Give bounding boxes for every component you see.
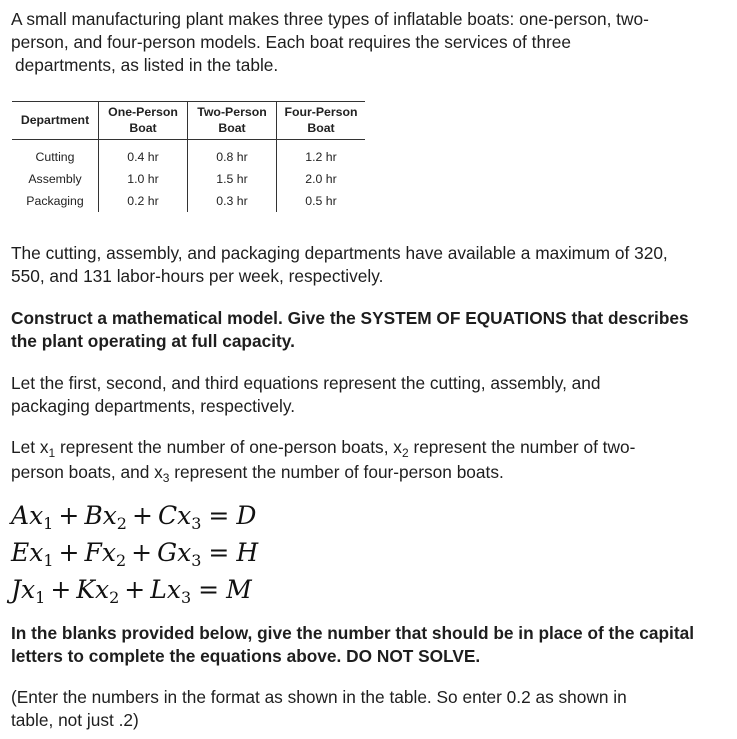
variables-text: represent the number of one-person boats, x — [55, 437, 402, 457]
cell-four-person: 2.0 hr — [277, 168, 366, 190]
blanks-line-2: letters to complete the equations above. DO NOT SOLVE. — [11, 646, 481, 666]
cell-four-person: 0.5 hr — [277, 190, 366, 212]
coef: A — [11, 501, 30, 530]
task-paragraph — [11, 307, 731, 353]
capacity-paragraph — [11, 242, 731, 288]
cell-one-person: 1.0 hr — [99, 168, 188, 190]
coef: C — [157, 501, 178, 530]
capacity-line-2: 550, and 131 labor-hours per week, respectively. — [11, 266, 384, 286]
problem-content — [11, 8, 731, 732]
format-note-paragraph — [11, 686, 731, 732]
rhs: H — [236, 538, 259, 567]
table-row — [12, 190, 365, 212]
subscript: 2 — [401, 446, 409, 460]
variables-paragraph — [11, 436, 731, 486]
rhs: M — [226, 575, 252, 604]
order-note-line-2: packaging departments, respectively. — [11, 396, 296, 416]
cell-one-person: 0.2 hr — [99, 190, 188, 212]
cell-two-person: 0.3 hr — [188, 190, 277, 212]
rhs: D — [236, 501, 257, 530]
subscript: 3 — [162, 471, 170, 485]
intro-line-1: A small manufacturing plant makes three types of inflatable boats: one-person, two- — [11, 9, 649, 29]
equation-row: $Ex_1 + Fx_2 + Gx_3 = H$ — [11, 538, 259, 570]
cell-dept: Cutting — [35, 150, 75, 164]
coef: J — [11, 575, 22, 604]
intro-line-2: person, and four-person models. Each boat requires the services of three — [11, 32, 572, 52]
task-line-1: Construct a mathematical model. Give the SYSTEM OF EQUATIONS that describes — [11, 308, 689, 328]
department-hours-table — [12, 101, 365, 212]
table-header-row — [12, 102, 365, 140]
variables-text: represent the number of four-person boats. — [169, 462, 504, 482]
coef: B — [84, 501, 103, 530]
coef: L — [150, 575, 167, 604]
task-line-2: the plant operating at full capacity. — [11, 331, 295, 351]
order-note-paragraph — [11, 372, 731, 418]
format-line-1: (Enter the numbers in the format as shown in the table. So enter 0.2 as shown in — [11, 687, 627, 707]
variables-text: Let x — [11, 437, 49, 457]
intro-line-3: departments, as listed in the table. — [15, 55, 279, 75]
order-note-line-1: Let the first, second, and third equations represent the cutting, assembly, and — [11, 373, 601, 393]
variables-text: person boats, and x — [11, 462, 163, 482]
intro-paragraph — [11, 8, 731, 77]
equation-row: $Ax_1 + Bx_2 + Cx_3 = D$ — [11, 501, 257, 533]
blanks-instruction-paragraph — [11, 622, 731, 668]
coef: K — [76, 575, 95, 604]
cell-one-person: 0.4 hr — [99, 140, 188, 169]
header-two-person: Two-Person Boat — [188, 102, 277, 140]
cell-two-person: 0.8 hr — [188, 140, 277, 169]
header-one-person: One-Person Boat — [99, 102, 188, 140]
table-row — [12, 140, 365, 169]
cell-two-person: 1.5 hr — [188, 168, 277, 190]
coef: E — [11, 538, 30, 567]
header-department: Department — [12, 102, 99, 140]
variables-text: represent the number of two- — [408, 437, 636, 457]
department-table-wrapper — [12, 101, 731, 212]
capacity-line-1: The cutting, assembly, and packaging departments have available a maximum of 320, — [11, 243, 668, 263]
subscript: 1 — [48, 446, 56, 460]
cell-dept: Assembly — [28, 172, 82, 186]
equation-system — [11, 499, 731, 610]
blanks-line-1: In the blanks provided below, give the number that should be in place of the capital — [11, 623, 695, 643]
coef: F — [84, 538, 102, 567]
cell-dept: Packaging — [26, 194, 84, 208]
coef: G — [157, 538, 178, 567]
table-row — [12, 168, 365, 190]
equation-row: $Jx_1 + Kx_2 + Lx_3 = M$ — [11, 575, 252, 607]
format-line-2: table, not just .2) — [11, 710, 139, 730]
header-four-person: Four-Person Boat — [277, 102, 366, 140]
cell-four-person: 1.2 hr — [277, 140, 366, 169]
